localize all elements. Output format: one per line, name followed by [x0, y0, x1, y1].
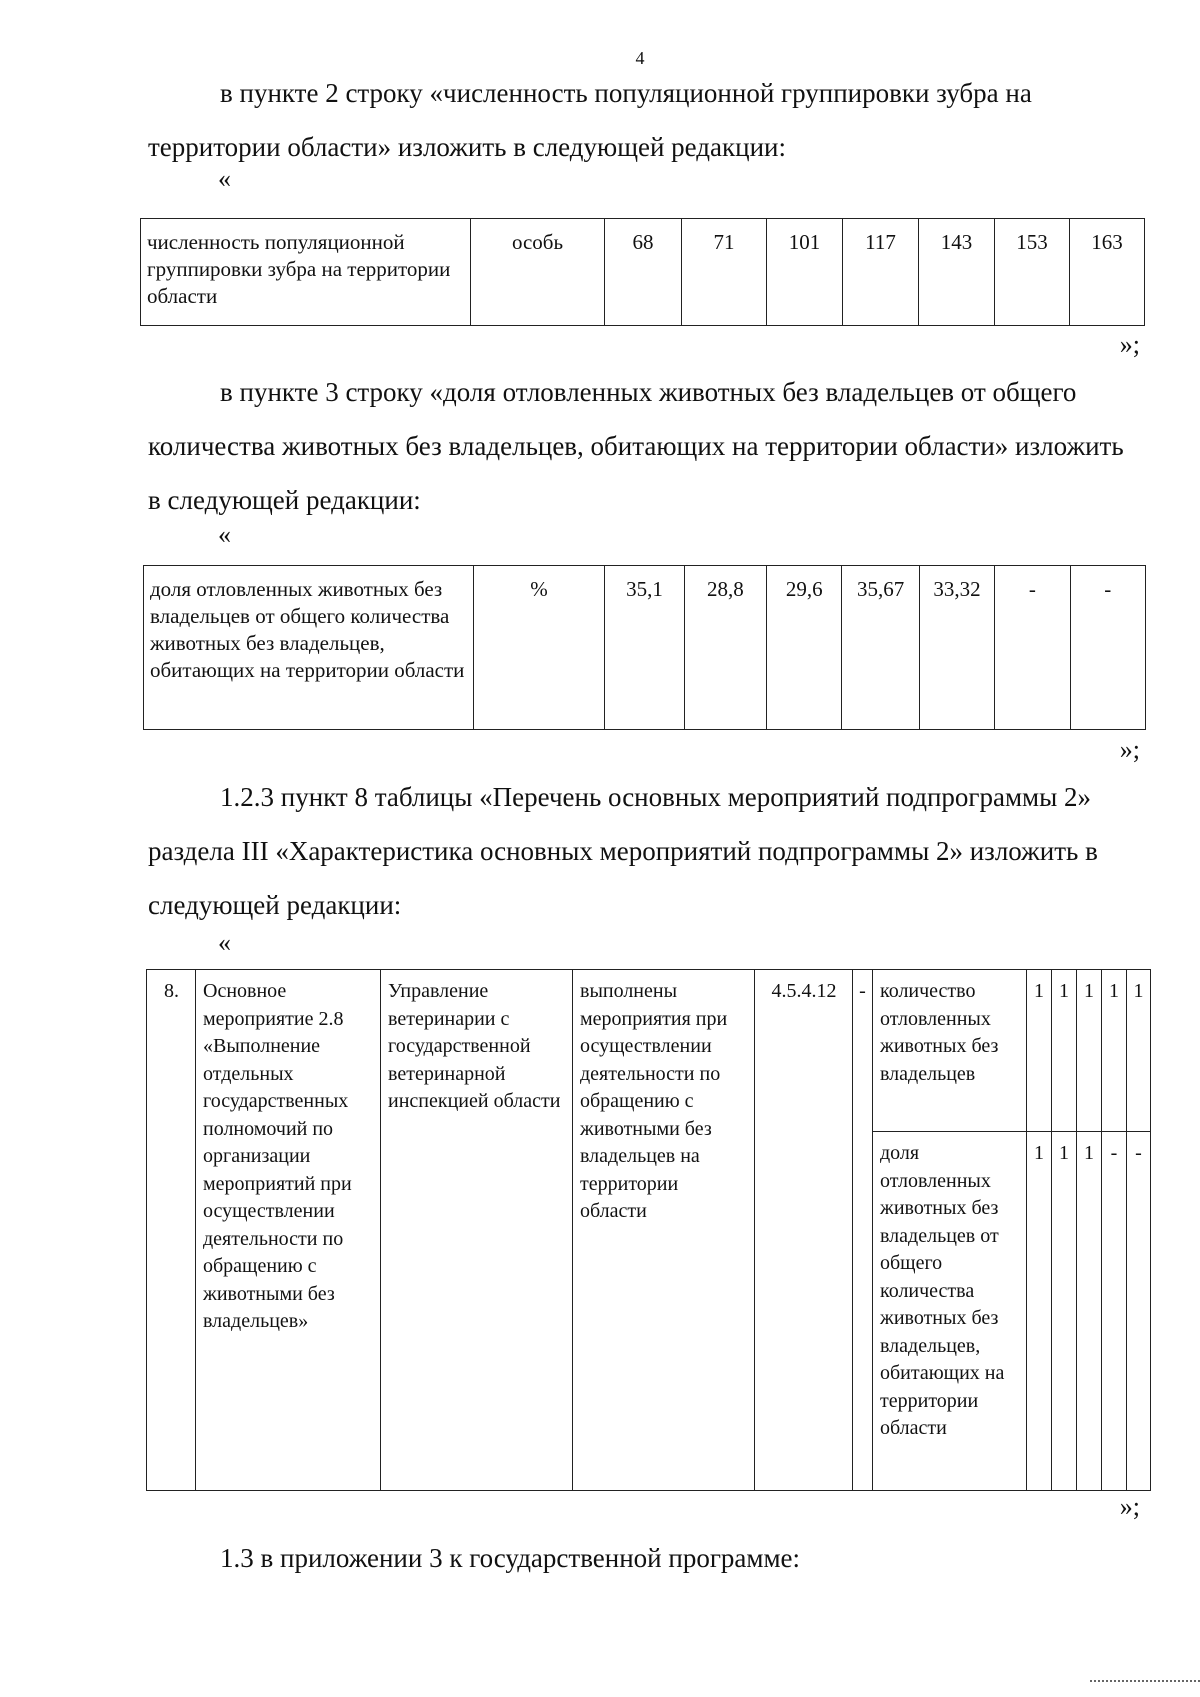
opening-quote-1: «	[218, 164, 231, 193]
unit-cell: особь	[471, 219, 605, 326]
indicator-name: количество отловленных животных без владельцев	[873, 970, 1027, 1132]
value-cell: 68	[605, 219, 682, 326]
main-activity-table	[146, 969, 1151, 1491]
value-cell: 1	[1077, 970, 1102, 1132]
value-cell: 117	[843, 219, 919, 326]
value-cell: 1	[1052, 1132, 1077, 1491]
value-cell: 29,6	[767, 566, 842, 730]
value-cell: 1	[1027, 1132, 1052, 1491]
code-cell: 4.5.4.12	[755, 970, 853, 1491]
value-cell: -	[1102, 1132, 1127, 1491]
paragraph-1-3: 1.3 в приложении 3 к государственной программе:	[220, 1543, 801, 1573]
value-cell: 1	[1127, 970, 1151, 1132]
paragraph-point-2: в пункте 2 строку «численность популяционной группировки зубра на территории области» изложить в следующей редакции:	[148, 78, 1032, 162]
page-number: 4	[635, 48, 645, 68]
captured-animals-share-table	[143, 565, 1146, 730]
value-cell: -	[1127, 1132, 1151, 1491]
paragraph-1-2-3: 1.2.3 пункт 8 таблицы «Перечень основных мероприятий подпрограммы 2» раздела III «Характеристика основных мероприятий подпрограммы 2» изложить в следующей редакции:	[148, 782, 1098, 920]
value-cell: 1	[1052, 970, 1077, 1132]
paragraph-point-3: в пункте 3 строку «доля отловленных животных без владельцев от общего количества животных без владельцев, обитающих на территории области» изложить в следующей редакции:	[148, 377, 1124, 515]
value-cell: 71	[682, 219, 767, 326]
row-number: 8.	[147, 970, 196, 1491]
dash-cell: -	[853, 970, 873, 1491]
value-cell: 101	[767, 219, 843, 326]
value-cell: 1	[1102, 970, 1127, 1132]
bison-population-table	[140, 218, 1145, 326]
indicator-name: доля отловленных животных без владельцев от общего количества животных без владельцев, обитающих на территории области	[144, 566, 474, 730]
value-cell: 35,1	[605, 566, 684, 730]
indicator-name: доля отловленных животных без владельцев от общего количества животных без владельцев, обитающих на территории области	[873, 1132, 1027, 1491]
value-cell: 1	[1077, 1132, 1102, 1491]
value-cell: 28,8	[684, 566, 766, 730]
executor-cell: Управление ветеринарии с государственной ветеринарной инспекцией области	[381, 970, 573, 1491]
opening-quote-3: «	[218, 928, 231, 957]
closing-quote-1: »;	[1119, 330, 1140, 359]
value-cell: -	[995, 566, 1070, 730]
opening-quote-2: «	[218, 520, 231, 549]
value-cell: 1	[1027, 970, 1052, 1132]
value-cell: 33,32	[919, 566, 994, 730]
value-cell: -	[1070, 566, 1145, 730]
page-edge-mark	[1090, 1680, 1200, 1686]
main-event-cell: Основное мероприятие 2.8 «Выполнение отдельных государственных полномочий по организации мероприятий при осуществлении деятельности по обращению с животными без владельцев»	[196, 970, 381, 1491]
closing-quote-3: »;	[1119, 1492, 1140, 1521]
closing-quote-2: »;	[1119, 735, 1140, 764]
value-cell: 143	[919, 219, 995, 326]
value-cell: 163	[1070, 219, 1145, 326]
value-cell: 35,67	[842, 566, 919, 730]
indicator-name: численность популяционной группировки зубра на территории области	[141, 219, 471, 326]
result-cell: выполнены мероприятия при осуществлении деятельности по обращению с животными без владельцев на территории области	[573, 970, 755, 1491]
value-cell: 153	[995, 219, 1070, 326]
unit-cell: %	[473, 566, 605, 730]
